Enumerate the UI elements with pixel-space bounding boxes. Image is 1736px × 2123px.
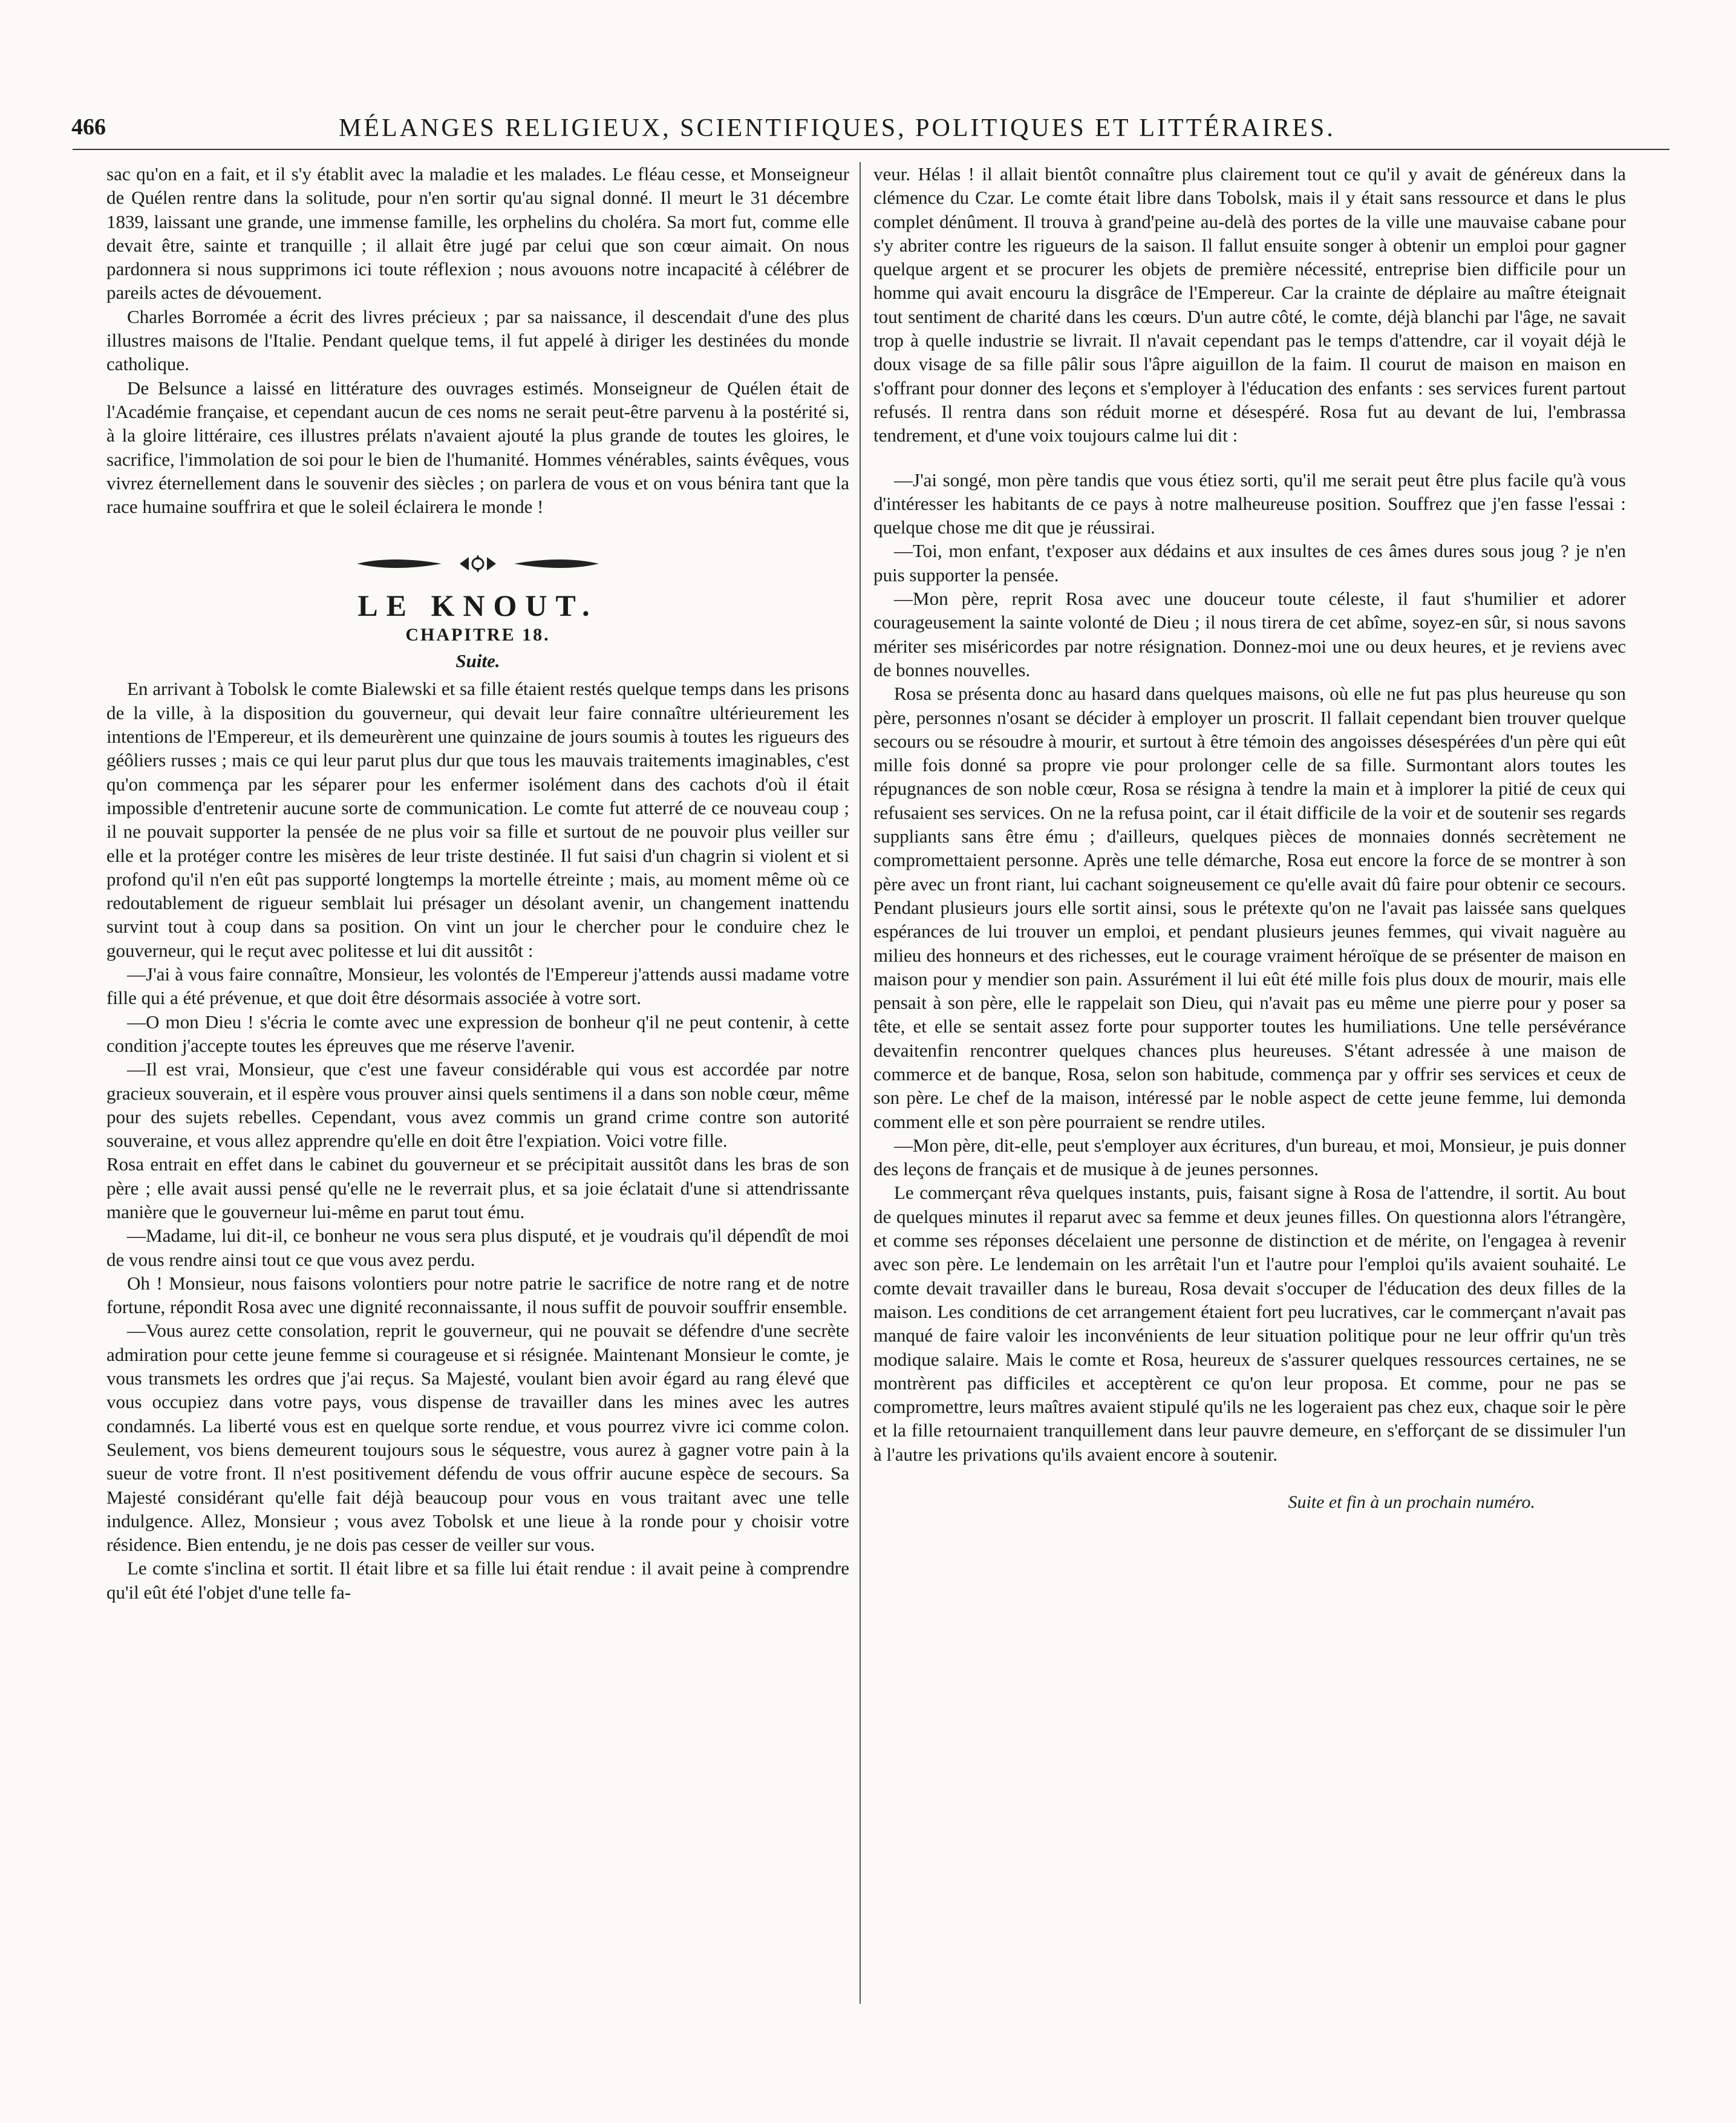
- chapter-heading: CHAPITRE 18.: [405, 625, 550, 645]
- story-paragraph: —Il est vrai, Monsieur, que c'est une faveur considérable qui vous est accordée par notre gracieux souverain, et il espère vous prouver ainsi quels sentimens il a dans son noble cœur, même pour des sujets rebelles. Cependant, vous avez commis un grand crime contre son autorité souveraine, et vous allez apprendre qu'elle en doit être l'expiation. Voici votre fille.: [106, 1058, 849, 1152]
- story-paragraph: Rosa se présenta donc au hasard dans quelques maisons, où elle ne fut pas plus heureuse qu son père, personnes n'osant se décider à employer un proscrit. Il fallait cependant bien trouver quelque secours ou se résoudre à mourir, et surtout à être témoin des angoisses désespérées d'un père qui eût mille fois donné sa propre vie pour prolonger celle de sa fille. Surmontant alors toutes les répugnances de son noble cœur, Rosa se résigna à tendre la main et à implorer la pitié de ceux qui refusaient ses services. On ne la refusa point, car il était difficile de la voir et de soutenir ses regards suppliants sans être ému ; d'ailleurs, quelques pièces de monnaies donnés secrètement ne compromettaient personne. Après une telle démarche, Rosa eut encore la force de se montrer à son père avec un front riant, lui cachant soigneusement ce qu'elle avait dû faire pour obtenir ce secours. Pendant plusieurs jours elle sortit ainsi, sous le prétexte qu'on ne l'avait pas laissée sans quelques espérances de lui trouver un emploi, et pendant plusieurs jeunes femmes, qui vivait naguère au milieu des honneurs et des richesses, eut le courage vraiment héroïque de se présenter de maison en maison pour y mendier son pain. Assurément il lui eût été mille fois plus doux de mourir, mais elle pensait à son père, elle le rappelait son Dieu, qui n'avait pas eu même une pierre pour y poser sa tête, et elle se sentait assez forte pour supporter toutes les humiliations. Une telle persévérance devaitenfin rencontrer quelques chances plus heureuses. S'étant adressée à une maison de commerce et de banque, Rosa, selon son habitude, commença par y offrir ses services et ceux de son père. Le chef de la maison, intéressé par le noble aspect de cette jeune femme, lui demonda comment elle et son père pourraient se rendre utiles.: [873, 683, 1626, 1132]
- story-paragraph: Le commerçant rêva quelques instants, puis, faisant signe à Rosa de l'attendre, il sortit. Au bout de quelques minutes il reparut avec sa femme et deux jeunes filles. On questionna alors l'étrangère, et comme ses réponses décelaient une personne de distinction et de mérite, on l'engagea à revenir avec son père. Le lendemain on les arrêtait l'un et l'autre pour l'emploi qu'ils avaient souhaité. Le comte devait travailler dans le bureau, Rosa devait s'occuper de l'éducation des deux filles de la maison. Les conditions de cet arrangement étaient fort peu lucratives, car le commerçant n'avait pas manqué de faire valoir les inconvénients de leur situation politique pour ne leur offrir qu'un très modique salaire. Mais le comte et Rosa, heureux de s'assurer quelques ressources certaines, ne se montrèrent pas difficiles et acceptèrent ce qu'on leur proposa. Et comme, pour ne pas se compromettre, leurs maîtres avaient stipulé qu'ils ne les logeraient pas chez eux, chaque soir le père et la fille retournaient tranquillement dans leur pauvre demeure, en s'efforçant de se dissimuler l'un à l'autre les privations qu'ils avaient encore à soutenir.: [873, 1182, 1626, 1465]
- story-paragraph: —Mon père, dit-elle, peut s'employer aux écritures, d'un bureau, et moi, Monsieur, je puis donner des leçons de français et de musique à de jeunes personnes.: [873, 1134, 1626, 1180]
- prelude-paragraph: sac qu'on en a fait, et il s'y établit avec la maladie et les malades. Le fléau cesse, et Monseigneur de Quélen rentre dans la solitude, pour n'en sortir qu'au signal donné. Il meurt le 31 décembre 1839, laissant une grande, une immense famille, les orphelins du choléra. Sa mort fut, comme elle devait être, sainte et tranquille ; il allait être jugé par celui que son cœur aimait. On nous pardonnera si nous supprimons ici toute réflexion ; nous avouons notre incapacité à célébrer de pareils actes de dévouement.: [106, 163, 849, 304]
- story-paragraph: —Mon père, reprit Rosa avec une douceur toute céleste, il faut s'humilier et adorer courageusement la sainte volonté de Dieu ; il nous tirera de cet abîme, soyez-en sûr, si nous savons mériter ses miséricordes par notre résignation. Donnez-moi une ou deux heures, et je reviens avec de bonnes nouvelles.: [873, 588, 1626, 680]
- running-head: MÉLANGES RELIGIEUX, SCIENTIFIQUES, POLITIQUES ET LITTÉRAIRES.: [339, 114, 1336, 142]
- story-paragraph: Rosa entrait en effet dans le cabinet du gouverneur et se précipitait aussitôt dans les bras de son père ; elle avait aussi pensé qu'elle ne le reverrait plus, et sa joie éclatait d'une si attendrissante manière que le gouverneur lui-même en parut tout ému.: [106, 1153, 849, 1222]
- story-paragraph: —O mon Dieu ! s'écria le comte avec une expression de bonheur q'il ne peut contenir, à cette condition j'accepte toutes les épreuves que me réserve l'avenir.: [106, 1011, 849, 1056]
- story-paragraph: —Madame, lui dit-il, ce bonheur ne vous sera plus disputé, et je voudrais qu'il dépendît de moi de vous rendre ainsi tout ce que vous avez perdu.: [106, 1225, 849, 1270]
- article-subtitle: Suite.: [455, 650, 500, 672]
- story-paragraph: veur. Hélas ! il allait bientôt connaître plus clairement tout ce qu'il y avait de généreux dans la clémence du Czar. Le comte était libre dans Tobolsk, mais il y était sans ressource et dans le plus complet dénûment. Il trouva à grand'peine au-delà des portes de la ville une mauvaise cabane pour s'y abriter contre les rigueurs de la saison. Il fallut ensuite songer à obtenir un emploi pour gagner quelque argent et se procurer les objets de première nécessité, entreprise bien difficile pour un homme qui avait encouru la disgrâce de l'Empereur. Car la crainte de déplaire au maître éteignait tout sentiment de charité dans les cœurs. D'un autre côté, le comte, déjà blanchi par l'âge, ne savait trop à quelle industrie se livrait. Il n'avait cependant pas le temps d'attendre, car il voyait déjà le doux visage de sa fille pâlir sous l'âpre aiguillon de la faim. Il courut de maison en maison en s'offrant pour donner des leçons et s'employer à l'éducation des enfants : ses services furent partout refusés. Il rentra dans son réduit morne et désespéré. Rosa fut au devant de lui, l'embrassa tendrement, et d'une voix toujours calme lui dit :: [873, 163, 1626, 446]
- column-divider: [860, 162, 861, 2004]
- ornament-divider-icon: [351, 553, 605, 574]
- right-column: [873, 162, 1626, 1514]
- story-paragraph: —J'ai songé, mon père tandis que vous étiez sorti, qu'il me serait peut être plus facile qu'à vous d'intéresser les habitants de ce pays à notre malheureuse position. Souffrez que j'en fasse l'essai : quelque chose me dit que je réussirai.: [873, 469, 1626, 538]
- prelude-paragraph: Charles Borromée a écrit des livres précieux ; par sa naissance, il descendait d'une des plus illustres maisons de l'Italie. Pendant quelque tems, il fut appelé à diriger les destinées du monde catholique.: [106, 305, 849, 375]
- paragraph-gap: [873, 448, 1626, 468]
- story-paragraph: Oh ! Monsieur, nous faisons volontiers pour notre patrie le sacrifice de notre rang et de notre fortune, répondit Rosa avec une dignité reconnaissante, il nous suffit de pouvoir souffrir ensemble.: [106, 1272, 849, 1318]
- closing-note: Suite et fin à un prochain numéro.: [1288, 1492, 1535, 1513]
- left-column: [106, 162, 849, 1604]
- story-paragraph: —Vous aurez cette consolation, reprit le gouverneur, qui ne pouvait se défendre d'une secrète admiration pour cette jeune femme si courageuse et si résignée. Maintenant Monsieur le comte, je vous transmets les ordres que j'ai reçus. Sa Majesté, voulant bien avoir égard au rang élevé que vous occupiez dans votre pays, vous dispense de travailler dans les mines avec les autres condamnés. La liberté vous est en quelque sorte rendue, et vous pourrez vivre ici comme colon. Seulement, vos biens demeurent toujours sous le séquestre, vous aurez à gagner votre pain à la sueur de votre front. Il n'est positivement défendu de vous offrir aucune espèce de secours. Sa Majesté considérant qu'elle fait déjà beaucoup pour vous en vous traitant avec une telle indulgence. Allez, Monsieur ; vous avez Tobolsk et une lieue à la ronde pour y choisir votre résidence. Bien entendu, je ne dois pas cesser de veiller sur vous.: [106, 1320, 849, 1556]
- header-rule: [73, 149, 1669, 150]
- prelude-paragraph: De Belsunce a laissé en littérature des ouvrages estimés. Monseigneur de Quélen était de l'Académie française, et cependant aucun de ces noms ne serait peut-être parvenu à la postérité si, à la gloire littéraire, ces illustres prélats n'avaient ajouté la plus grande de toutes les gloires, le sacrifice, l'immolation de soi pour le bien de l'humanité. Hommes vénérables, saints évêques, vous vivrez éternellement dans le souvenir des siècles ; on parlera de vous et on vous bénira tant que la race humaine souffrira et que le soleil éclairera le monde !: [106, 377, 849, 518]
- story-paragraph: —J'ai à vous faire connaître, Monsieur, les volontés de l'Empereur j'attends aussi madame votre fille qui a été prévenue, et que doit être désormais associée à votre sort.: [106, 964, 849, 1009]
- article-title: LE KNOUT.: [357, 589, 598, 623]
- story-paragraph: Le comte s'inclina et sortit. Il était libre et sa fille lui était rendue : il avait peine à comprendre qu'il eût été l'objet d'une telle fa-: [106, 1557, 849, 1603]
- section-ornament: [106, 553, 849, 574]
- page-number: 466: [71, 114, 106, 140]
- story-paragraph: En arrivant à Tobolsk le comte Bialewski et sa fille étaient restés quelque temps dans les prisons de la ville, à la disposition du gouverneur, qui devait leur faire connaître ultérieurement les intentions de l'Empereur, et ils demeurèrent une quinzaine de jours soumis à toutes les rigueurs des géôliers russes ; mais ce qui leur parut plus dur que tous les mauvais traitements imaginables, c'est qu'on commença par les séparer pour les enfermer isolément dans des cachots d'où il était impossible d'entretenir aucune sorte de communication. Le comte fut atterré de ce nouveau coup ; il ne pouvait supporter la pensée de ne plus voir sa fille et surtout de ne pouvoir plus veiller sur elle et la protéger contre les misères de leur triste destinée. Il fut saisi d'un chagrin si violent et si profond qu'il n'en eût pas supporté longtemps la mortelle étreinte ; mais, au moment même où ce redoutablement de rigueur semblait lui présager un désolant avenir, un changement inattendu survint tout à coup dans sa position. On vint un jour le chercher pour le conduire chez le gouverneur, qui le reçut avec politesse et lui dit aussitôt :: [106, 678, 849, 961]
- story-paragraph: —Toi, mon enfant, t'exposer aux dédains et aux insultes de ces âmes dures sous joug ? je n'en puis supporter la pensée.: [873, 540, 1626, 585]
